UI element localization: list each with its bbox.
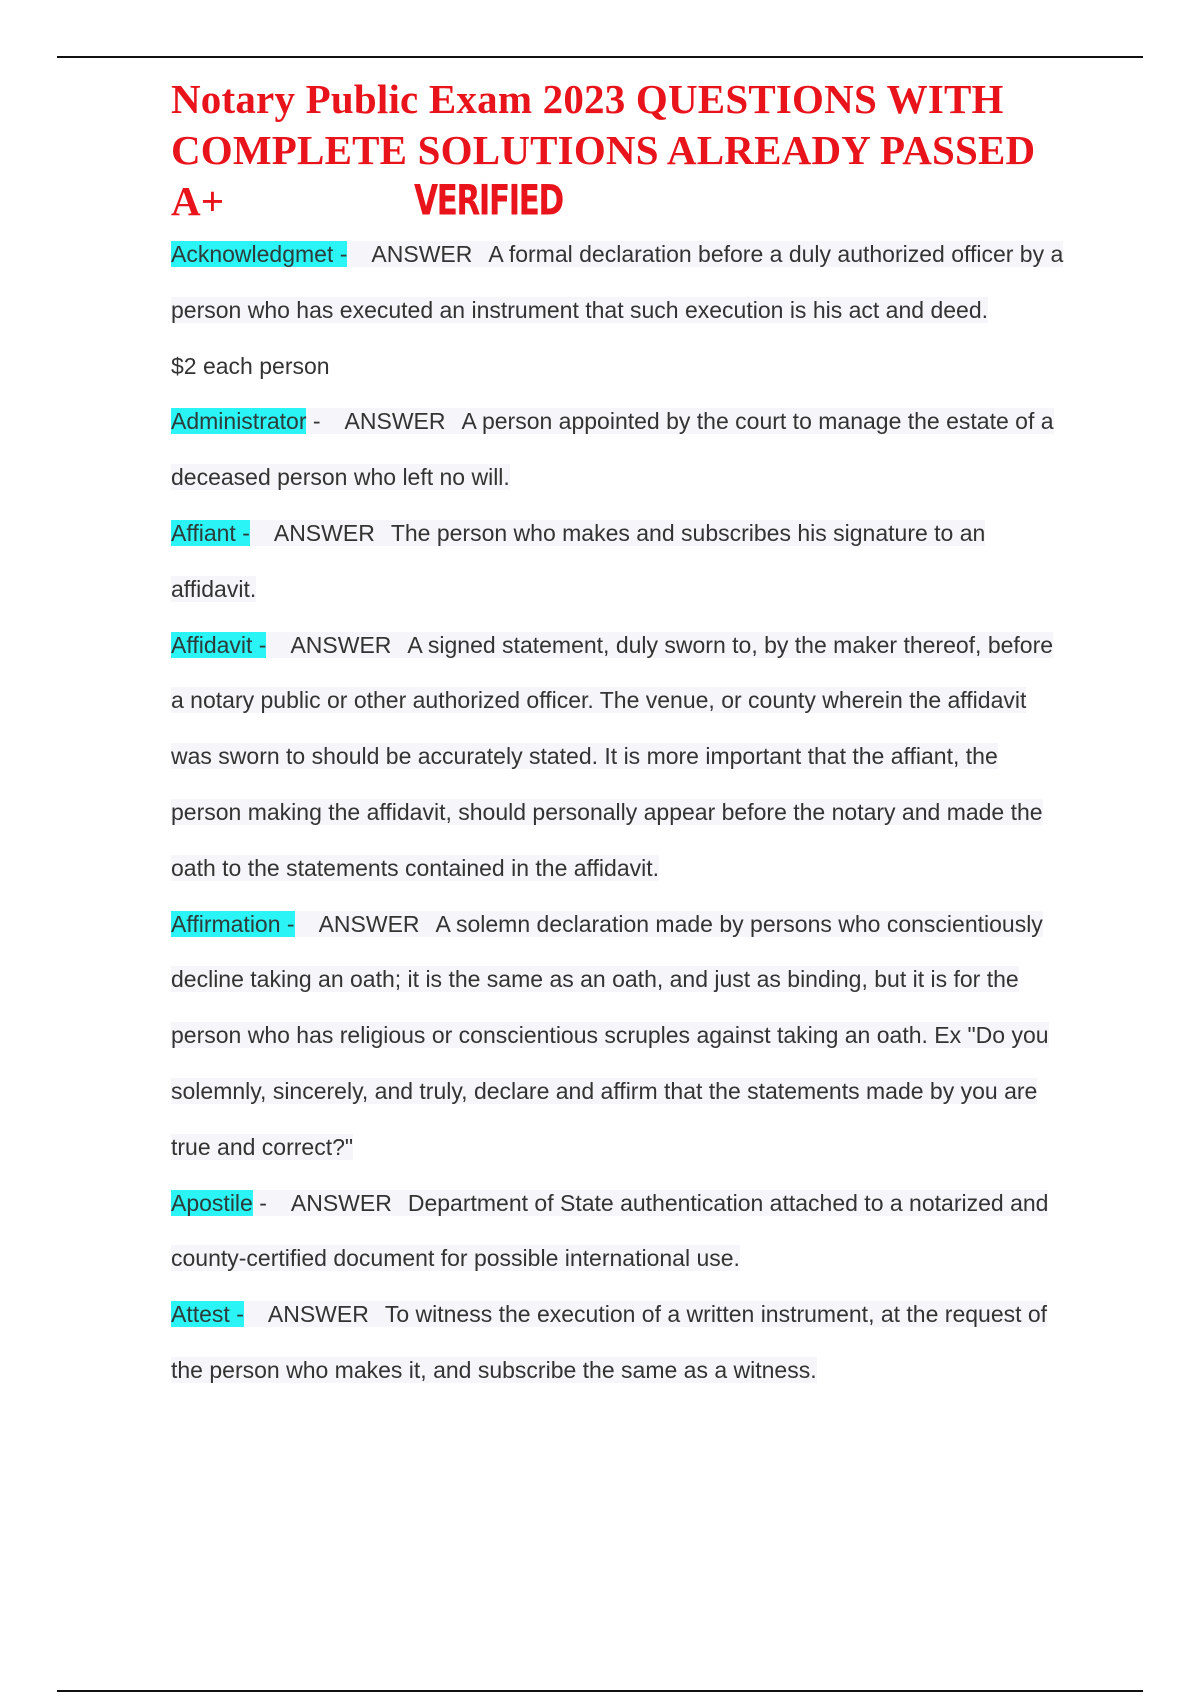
glossary-entry: [171, 227, 1071, 339]
answer-label: ANSWER: [371, 241, 473, 267]
glossary-entry: [171, 394, 1071, 506]
entry-term: Attest: [171, 1301, 230, 1328]
document-title: [171, 74, 1071, 227]
entry-separator: -: [236, 1301, 244, 1328]
entry-term: Affidavit: [171, 631, 253, 658]
glossary-entry: [171, 506, 1071, 618]
entry-separator: -: [242, 519, 250, 546]
entry-separator: -: [286, 910, 295, 937]
entry-separator: -: [258, 631, 267, 658]
entry-definition: Department of State authentication attached to a notarized and county-certified document for possible international use.: [171, 1189, 1049, 1272]
glossary-entry: [171, 618, 1071, 897]
glossary-entry: [171, 1176, 1071, 1288]
entry-note: [171, 339, 1071, 395]
entry-separator: -: [312, 408, 321, 435]
answer-label: ANSWER: [267, 1301, 369, 1328]
bottom-rule: [57, 1690, 1143, 1692]
top-rule: [57, 56, 1143, 58]
entry-term: Affirmation: [171, 910, 281, 937]
entry-separator: -: [339, 241, 348, 267]
entry-separator: -: [259, 1189, 267, 1216]
answer-label: ANSWER: [290, 631, 392, 658]
answer-label: ANSWER: [344, 408, 446, 435]
answer-label: ANSWER: [290, 1189, 392, 1216]
entry-term: Administrator: [171, 408, 307, 435]
answer-label: ANSWER: [273, 519, 375, 546]
fee-note: $2 each person: [171, 352, 330, 379]
entry-definition: A person appointed by the court to manage the estate of a deceased person who left no will.: [171, 408, 1054, 491]
entry-definition: To witness the execution of a written instrument, at the request of the person who makes it, and subscribe the same as a witness.: [171, 1301, 1048, 1383]
answer-label: ANSWER: [318, 910, 420, 937]
entry-definition: A formal declaration before a duly authorized officer by a person who has executed an instrument that such execution is his act and deed.: [171, 241, 1064, 323]
glossary-entry: [171, 897, 1071, 1176]
document-page: [171, 74, 1071, 1399]
entry-definition: The person who makes and subscribes his signature to an affidavit.: [171, 519, 986, 602]
entry-term: Apostile: [171, 1189, 253, 1216]
entry-definition: A solemn declaration made by persons who conscientiously decline taking an oath; it is the same as an oath, and just as binding, but it is for the person who has religious or conscientious scruples against taking an oath. Ex "Do you solemnly, sincerely, and truly, declare and affirm that the statements made by you are true and correct?": [171, 910, 1049, 1160]
verified-stamp: VERIFIED: [414, 176, 564, 226]
entry-definition: A signed statement, duly sworn to, by the maker thereof, before a notary public or other authorized officer. The venue, or county wherein the affidavit was sworn to should be accurately stated. It is more important that the affiant, the person making the affidavit, should personally appear before the notary and made the oath to the statements contained in the affidavit.: [171, 631, 1054, 881]
entry-term: Acknowledgmet: [171, 241, 334, 267]
title-text: Notary Public Exam 2023 QUESTIONS WITH COMPLETE SOLUTIONS ALREADY PASSED A+: [171, 76, 1036, 224]
glossary-entries: [171, 227, 1071, 1399]
glossary-entry: [171, 1287, 1071, 1399]
entry-term: Affiant: [171, 519, 236, 546]
